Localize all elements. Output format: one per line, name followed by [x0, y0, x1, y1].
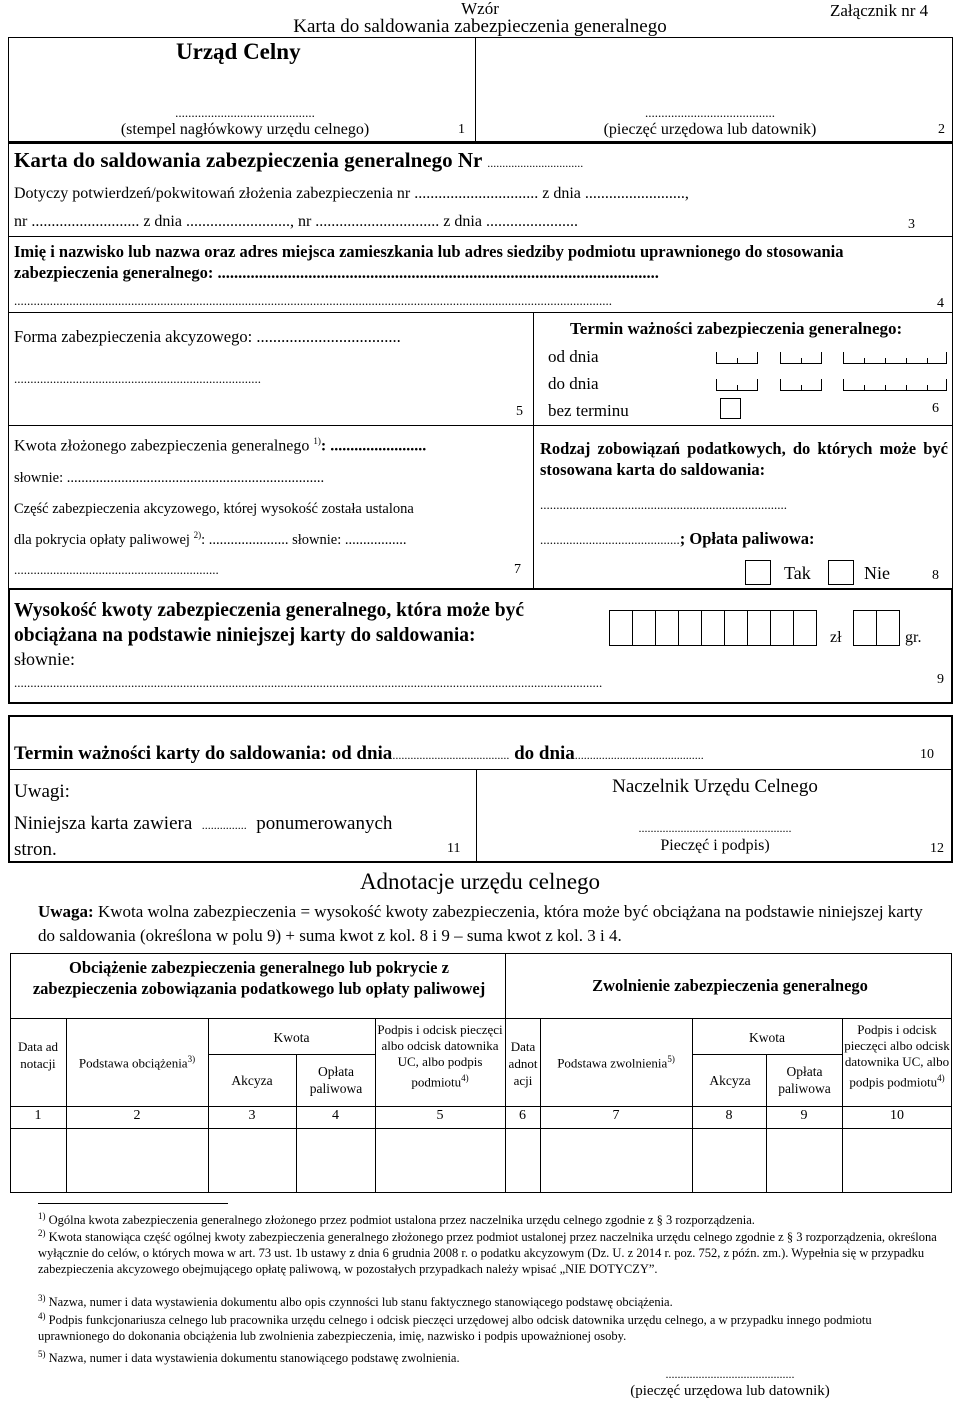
max-charge-amount-label: Wysokość kwoty zabezpieczenia generalnego, która może być obciążana na podstawie niniejszej karty do saldowania:	[14, 600, 524, 646]
charge-section-title: Obciążenie zabezpieczenia generalnego lub pokrycie z zabezpieczenia zobowiązania podatkowego lub opłaty paliwowej	[32, 958, 486, 998]
currency-gr-label: gr.	[905, 629, 922, 646]
field-number-3: 3	[908, 217, 915, 232]
col-number: 7	[612, 1108, 620, 1123]
guarantee-amount-label: Kwota złożonego zabezpieczenia generalnego $^{1)}$: ........................	[14, 436, 427, 455]
signature-dots: ...................................................	[638, 821, 792, 835]
guarantee-validity-title: Termin ważności zabezpieczenia generalnego:	[570, 319, 903, 338]
col-number: 4	[332, 1108, 339, 1123]
fuel-fee-no-checkbox[interactable]	[828, 560, 854, 585]
column-divider	[533, 312, 534, 590]
annex-label: Załącznik nr 4	[830, 1, 929, 20]
fuel-fee-part-line-1: Część zabezpieczenia akcyzowego, której wysokość została ustalona	[14, 501, 414, 517]
stamp-left-dots: ...........................................	[175, 105, 315, 120]
fuel-fee-no-label: Nie	[864, 563, 890, 583]
pages-count-line: Niniejsza karta zawiera ............... ponumerowanych	[14, 813, 393, 834]
guarantee-amount-words: słownie: .......................................................................	[14, 471, 325, 486]
col-header-charge-basis: Podstawa obciążenia$^{3)}$	[78, 1054, 196, 1071]
rule-after-field-3	[8, 236, 953, 237]
col-header-charge-signature: Podpis i odcisk pieczęci albo odcisk datownika UC, albo podpis podmiotu$^{4)}$	[377, 1022, 503, 1090]
excise-form-dots: ............................................................................	[14, 372, 261, 385]
card-validity-label: Termin ważności karty do saldowania: od dnia....................................... do dnia...........................................	[14, 743, 704, 764]
field-number-11: 11	[447, 841, 461, 856]
rule-after-field-4	[8, 312, 953, 313]
header-left-border	[8, 37, 9, 141]
header-divider	[475, 37, 476, 141]
col-header-release-signature: Podpis i odcisk pieczęci albo odcisk datownika UC, albo podpis podmiotu$^{4)}$	[844, 1022, 950, 1090]
col-number: 9	[800, 1108, 808, 1123]
holder-identity-dots: ........................................................................................................................................................................................	[14, 294, 612, 307]
field-number-4: 4	[937, 296, 944, 311]
excise-form-label: Forma zabezpieczenia akcyzowego: ...................................	[14, 327, 401, 346]
footnote-2: $^{2)}$ Kwota stanowiąca część ogólnej kwoty zabezpieczenia generalnego złożonego przez podmiot ustalonej przez naczelnika urzędu celnego zgodnie z § 3 rozporządzenia, określona wyłącznie do celów, o których mowa w art. 73 ust. 1b ustawy z dnia 6 grudnia 2008 r. o podatku akcyzowym (Dz. U. z 2014 r. poz. 752, z późn. zm.). Wypełnia się w przypadku zabezpieczenia akcyzowego obejmującego opłatę paliwową, w pozostałych przypadkach należy wpisać „NIE DOTYCZY”.	[38, 1228, 937, 1277]
field-number-10: 10	[920, 747, 934, 762]
remarks-label: Uwagi:	[14, 781, 70, 802]
field-number-12: 12	[930, 841, 944, 856]
footnote-separator	[38, 1203, 228, 1204]
col-header-release-date: Data adnotacji	[508, 1039, 538, 1088]
customs-office-name: Urząd Celny	[176, 39, 301, 64]
col-header-charge-date: Data adnotacji	[17, 1039, 59, 1071]
field-number-8: 8	[932, 568, 939, 583]
col-number: 3	[248, 1108, 256, 1123]
col-header-release-basis: Podstawa zwolnienia$^{5)}$	[557, 1054, 675, 1071]
field-number-2: 2	[938, 122, 945, 137]
fuel-fee-yes-label: Tak	[784, 563, 811, 583]
col-header-release-amount: Kwota	[749, 1030, 785, 1045]
col-number: 2	[133, 1108, 141, 1123]
holder-identity-label: Imię i nazwisko lub nazwa oraz adres miejsca zamieszkania lub adres siedziby podmiotu uprawnionego do stosowania zabezpieczenia generalnego: ...........................................................................................................	[14, 242, 844, 282]
tax-obligation-types-dots: ............................................................................	[540, 498, 787, 511]
field-number-1: 1	[458, 122, 465, 137]
stamp-left-caption: (stempel nagłówkowy urzędu celnego)	[120, 121, 370, 138]
field-number-6: 6	[932, 401, 939, 416]
field-number-9: 9	[937, 672, 944, 687]
col-number: 1	[34, 1108, 42, 1123]
tax-obligation-types-label: Rodzaj zobowiązań podatkowych, do których może być stosowana karta do saldowania:	[540, 439, 948, 479]
rule-after-field-10	[8, 769, 953, 770]
rule-after-field-5-6	[8, 425, 953, 426]
footnote-1: $^{1)}$ Ogólna kwota zabezpieczenia generalnego złożonego przez podmiot ustalona przez naczelnika urzędu celnego zgodnie z § 3 rozporządzenia.	[38, 1211, 755, 1228]
footnote-4: $^{4)}$ Podpis funkcjonariusza celnego lub pracownika urzędu celnego i odcisk pieczęci urzędowej albo odcisk datownika urzędu celnego, a w przypadku innego podmiotu uprawnionego do dokonania obciążenia lub zwolnienia zabezpieczenia, imię, nazwisko i podpis upoważnionej osoby.	[38, 1311, 872, 1344]
no-term-checkbox[interactable]	[720, 398, 741, 419]
footnote-5: $^{5)}$ Nazwa, numer i data wystawienia dokumentu stanowiącego podstawę zwolnienia.	[38, 1349, 460, 1366]
fuel-fee-yes-checkbox[interactable]	[745, 560, 771, 585]
max-charge-amount-dots: .....................................................................................................................................................................................	[14, 676, 603, 689]
stamp-right-dots: ........................................	[645, 105, 775, 120]
header-top-rule	[8, 37, 953, 38]
stamp-right-caption: (pieczęć urzędowa lub datownik)	[603, 121, 817, 138]
col-number: 6	[519, 1108, 526, 1123]
field-number-5: 5	[516, 404, 523, 419]
valid-to-label: do dnia	[548, 374, 599, 393]
release-section-title: Zwolnienie zabezpieczenia generalnego	[592, 976, 868, 995]
col-header-charge-amount: Kwota	[273, 1030, 310, 1045]
fuel-fee-part-dots: ...............................................................	[14, 563, 219, 576]
confirmations-line-1: Dotyczy potwierdzeń/pokwitowań złożenia zabezpieczenia nr ............................... z dnia .........................,	[14, 185, 689, 202]
bottom-stamp-dots: ...........................................	[665, 1367, 795, 1381]
fuel-fee-question: ...........................................; Opłata paliwowa:	[540, 529, 815, 548]
confirmations-line-2: nr ........................... z dnia .........................., nr ............................... z dnia .......................	[14, 213, 578, 230]
field-11-12-divider	[476, 769, 477, 863]
col-number: 10	[890, 1108, 904, 1123]
header-right-border	[952, 37, 953, 141]
annotations-heading: Adnotacje urzędu celnego	[359, 869, 601, 894]
no-term-label: bez terminu	[548, 401, 629, 420]
col-number: 5	[436, 1108, 444, 1123]
pages-label: stron.	[14, 839, 57, 860]
max-charge-amount-words-label: słownie:	[14, 649, 75, 669]
field-number-7: 7	[514, 562, 521, 577]
col-header-charge-excise: Akcyza	[231, 1073, 273, 1088]
main-frame-top-rule	[8, 142, 953, 144]
signature-caption: Pieczęć i podpis)	[660, 837, 770, 854]
document-title: Karta do saldowania zabezpieczenia generalnego	[293, 16, 667, 37]
valid-from-label: od dnia	[548, 347, 599, 366]
col-header-release-excise: Akcyza	[709, 1073, 751, 1088]
col-header-release-fuel-fee: Opłata paliwowa	[778, 1064, 831, 1096]
main-frame	[8, 141, 953, 590]
head-of-office-title: Naczelnik Urzędu Celnego	[612, 776, 818, 797]
card-number-title: Karta do saldowania zabezpieczenia generalnego Nr ................................	[14, 148, 584, 172]
currency-zl-label: zł	[830, 629, 842, 646]
annotations-note: Uwaga: Kwota wolna zabezpieczenia = wysokość kwoty zabezpieczenia, która może być obciążana na podstawie niniejszej karty do saldowania (określona w polu 9) + suma kwot z kol. 8 i 9 – suma kwot z kol. 3 i 4.	[38, 902, 923, 945]
col-number: 8	[725, 1108, 733, 1123]
footnote-3: $^{3)}$ Nazwa, numer i data wystawienia dokumentu albo opis czynności lub stanu faktycznego stanowiącego podstawę obciążenia.	[38, 1293, 673, 1310]
wzor-label: Wzór	[461, 0, 499, 18]
bottom-stamp-caption: (pieczęć urzędowa lub datownik)	[630, 1383, 830, 1399]
fuel-fee-part-line-2: dla pokrycia opłaty paliwowej $^{2)}$: ...................... słownie: .................	[14, 530, 407, 548]
col-header-charge-fuel-fee: Opłata paliwowa	[309, 1064, 363, 1096]
